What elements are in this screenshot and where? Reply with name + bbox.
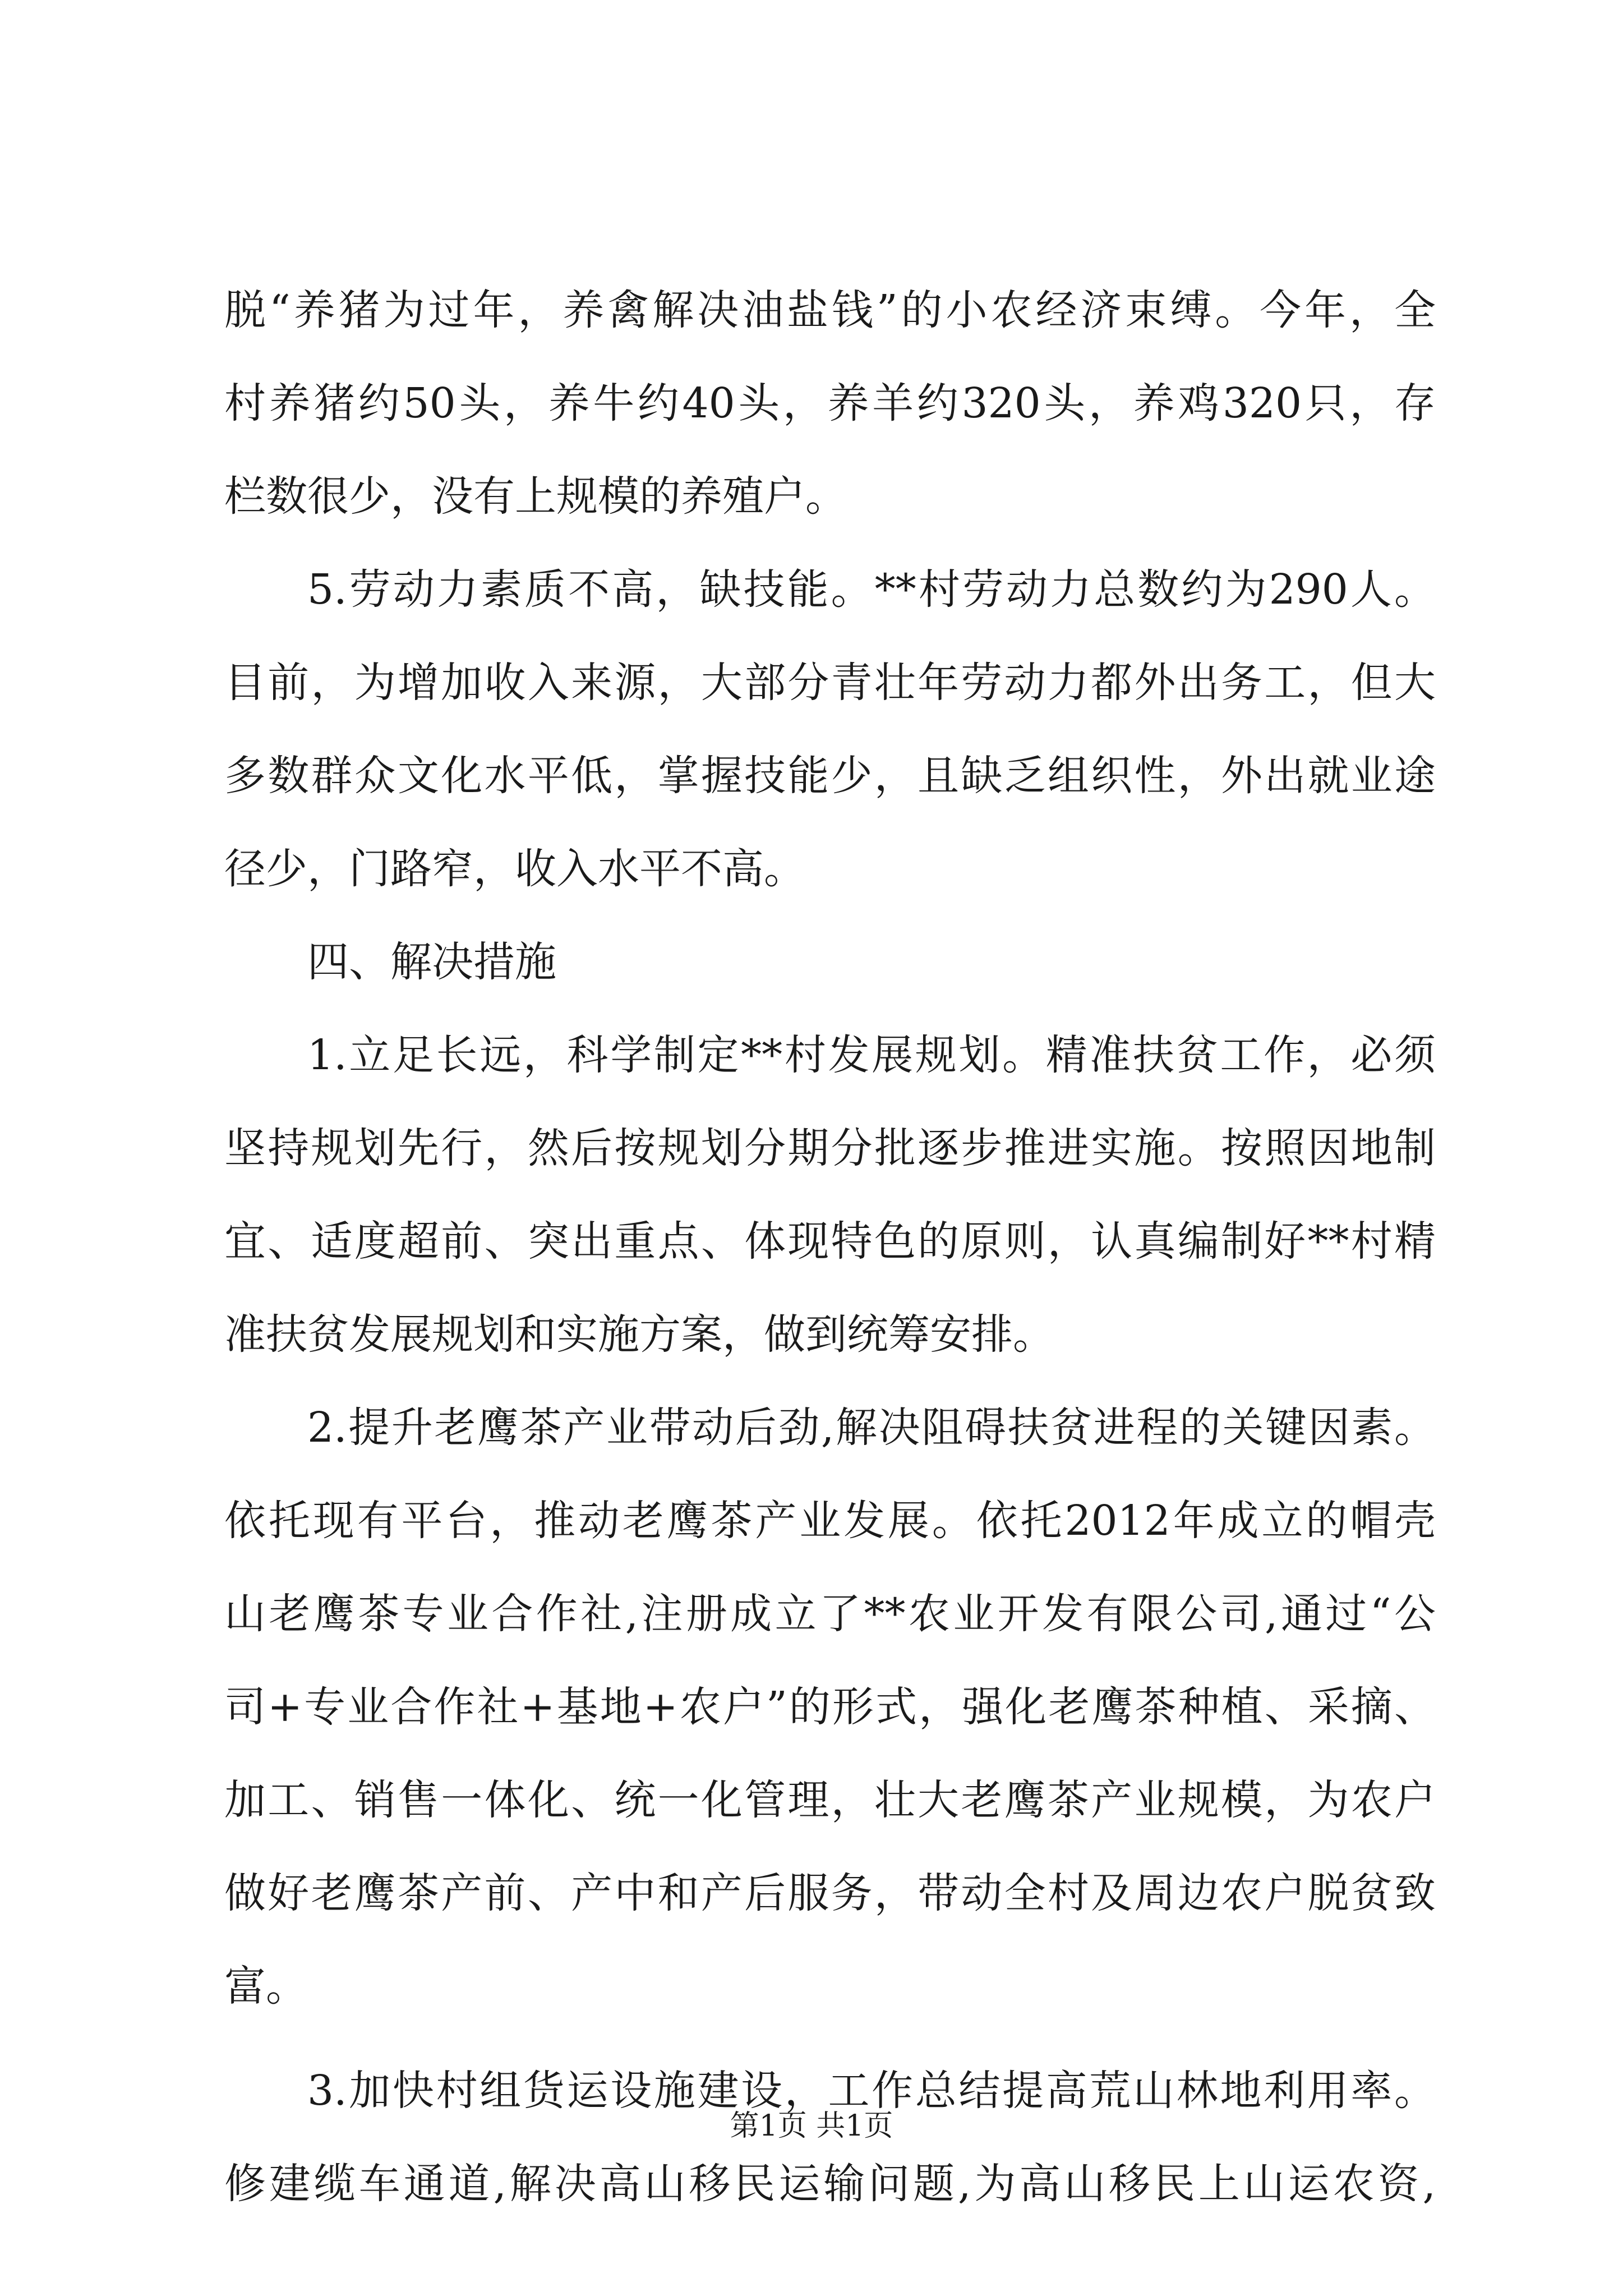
text-line: 栏数很少，没有上规模的养殖户。 <box>224 472 847 521</box>
text-line: 3.加快村组货运设施建设，工作总结提高荒山林地利用率。 <box>307 2067 1436 2115</box>
text-line: 1.立足长远，科学制定**村发展规划。精准扶贫工作，必须 <box>307 1031 1436 1079</box>
text-line: 目前，为增加收入来源，大部分青壮年劳动力都外出务工，但大 <box>224 659 1436 707</box>
text-line: 依托现有平台，推动老鹰茶产业发展。依托2012年成立的帽壳 <box>224 1497 1436 1545</box>
text-line: 修建缆车通道,解决高山移民运输问题,为高山移民上山运农资, <box>224 2160 1436 2208</box>
section-heading: 四、解决措施 <box>307 938 556 986</box>
text-line: 脱“养猪为过年，养禽解决油盐钱”的小农经济束缚。今年，全 <box>224 286 1436 334</box>
text-line: 2.提升老鹰茶产业带动后劲,解决阻碍扶贫进程的关键因素。 <box>307 1404 1436 1452</box>
page-footer: 第1页 共1页 <box>730 2109 893 2143</box>
text-line: 富。 <box>224 1962 307 2010</box>
text-line: 做好老鹰茶产前、产中和产后服务，带动全村及周边农户脱贫致 <box>224 1869 1436 1917</box>
text-line: 坚持规划先行，然后按规划分期分批逐步推进实施。按照因地制 <box>224 1124 1436 1172</box>
text-line: 准扶贫发展规划和实施方案，做到统筹安排。 <box>224 1310 1054 1359</box>
text-line: 山老鹰茶专业合作社,注册成立了**农业开发有限公司,通过“公 <box>224 1590 1436 1638</box>
text-line: 宜、适度超前、突出重点、体现特色的原则，认真编制好**村精 <box>224 1217 1436 1266</box>
text-line: 多数群众文化水平低，掌握技能少，且缺乏组织性，外出就业途 <box>224 752 1436 800</box>
text-line: 村养猪约50头，养牛约40头，养羊约320头，养鸡320只，存 <box>224 379 1436 427</box>
text-line: 司+专业合作社+基地+农户”的形式，强化老鹰茶种植、采摘、 <box>224 1683 1436 1731</box>
paragraph-gap <box>224 2033 1436 2044</box>
document-body <box>224 264 1436 2230</box>
text-line: 径少，门路窄，收入水平不高。 <box>224 845 805 893</box>
text-line: 加工、销售一体化、统一化管理，壮大老鹰茶产业规模，为农户 <box>224 1776 1436 1824</box>
text-line: 5.劳动力素质不高，缺技能。**村劳动力总数约为290人。 <box>307 565 1436 614</box>
